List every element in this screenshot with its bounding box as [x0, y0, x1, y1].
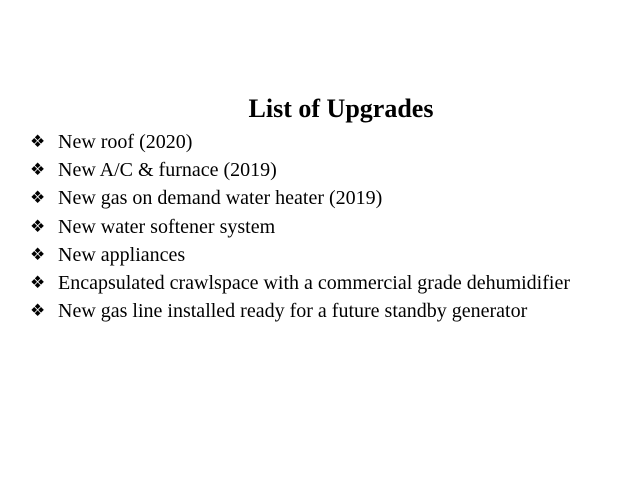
diamond-bullet-icon: ❖	[30, 188, 46, 208]
list-item	[30, 241, 570, 269]
list-item	[30, 128, 570, 156]
list-item	[30, 297, 570, 325]
upgrades-list	[30, 128, 570, 325]
page-title: List of Upgrades	[248, 94, 434, 123]
list-item-text: Encapsulated crawlspace with a commercial grade dehumidifier	[58, 272, 570, 295]
list-item	[30, 184, 570, 212]
list-item	[30, 269, 570, 297]
diamond-bullet-icon: ❖	[30, 244, 46, 264]
list-item-text: New A/C & furnace (2019)	[58, 159, 277, 182]
list-item-text: New water softener system	[58, 215, 276, 238]
diamond-bullet-icon: ❖	[30, 273, 46, 293]
list-item-text: New gas line installed ready for a future standby generator	[58, 300, 528, 323]
list-item-text: New appliances	[58, 243, 186, 266]
diamond-bullet-icon: ❖	[30, 160, 46, 180]
diamond-bullet-icon: ❖	[30, 301, 46, 321]
diamond-bullet-icon: ❖	[30, 216, 46, 236]
list-item-text: New roof (2020)	[58, 131, 193, 154]
diamond-bullet-icon: ❖	[30, 132, 46, 152]
list-item	[30, 156, 570, 184]
list-item-text: New gas on demand water heater (2019)	[58, 187, 383, 210]
list-item	[30, 213, 570, 241]
